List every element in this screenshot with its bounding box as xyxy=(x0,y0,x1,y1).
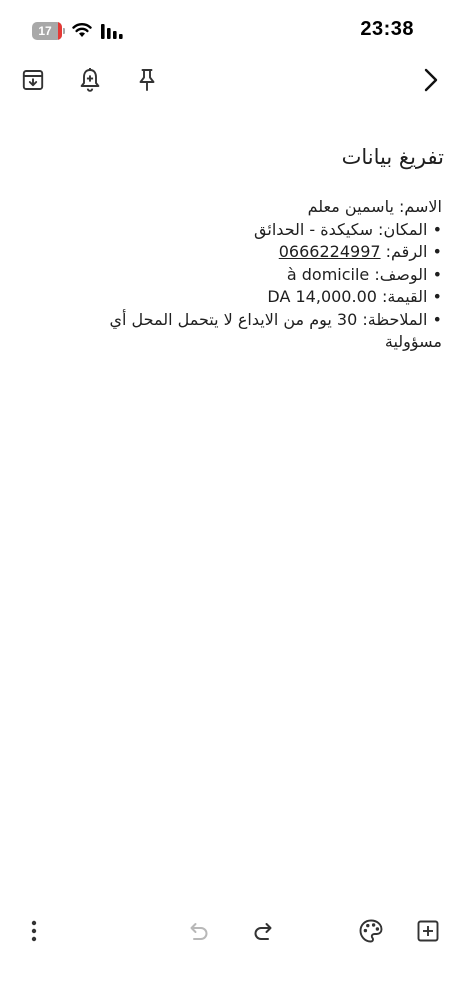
note-body[interactable] xyxy=(62,196,442,354)
battery-level: 17 xyxy=(38,24,52,38)
number-label: • الرقم: xyxy=(380,242,442,261)
reminder-bell-icon xyxy=(78,67,102,93)
reminder-button[interactable] xyxy=(73,63,107,97)
pin-icon xyxy=(135,67,159,93)
more-options-button[interactable] xyxy=(17,914,51,948)
note-line-remark: • الملاحظة: 30 يوم من الايداع لا يتحمل المحل أي مسؤولية xyxy=(104,309,442,351)
status-bar xyxy=(0,0,462,62)
phone-number-link[interactable]: 0666224997 xyxy=(278,242,381,261)
add-box-icon xyxy=(416,919,440,943)
forward-button[interactable] xyxy=(413,63,447,97)
archive-button[interactable] xyxy=(16,63,50,97)
undo-icon xyxy=(186,920,210,942)
note-line-place: • المكان: سكيكدة - الحدائق xyxy=(254,219,442,239)
status-time: 23:38 xyxy=(360,18,414,40)
redo-button[interactable] xyxy=(247,914,281,948)
wifi-icon xyxy=(72,22,92,38)
chevron-right-icon xyxy=(418,66,442,94)
undo-button[interactable] xyxy=(181,914,215,948)
archive-icon xyxy=(21,68,45,92)
battery-low-indicator xyxy=(58,22,62,40)
add-item-button[interactable] xyxy=(411,914,445,948)
note-line-description: • الوصف: à domicile xyxy=(286,264,442,284)
palette-icon xyxy=(358,918,384,944)
battery-icon xyxy=(32,22,65,40)
cellular-signal-icon xyxy=(101,23,125,39)
note-line-number xyxy=(62,241,442,264)
background-color-button[interactable] xyxy=(354,914,388,948)
redo-icon xyxy=(252,920,276,942)
note-line-value: • القيمة: DA 14,000.00 xyxy=(267,287,442,306)
more-vert-icon xyxy=(29,920,39,942)
note-line-name: الاسم: ياسمين معلم xyxy=(307,197,442,216)
note-title[interactable]: تفريغ بيانات xyxy=(341,145,444,169)
pin-button[interactable] xyxy=(130,63,164,97)
